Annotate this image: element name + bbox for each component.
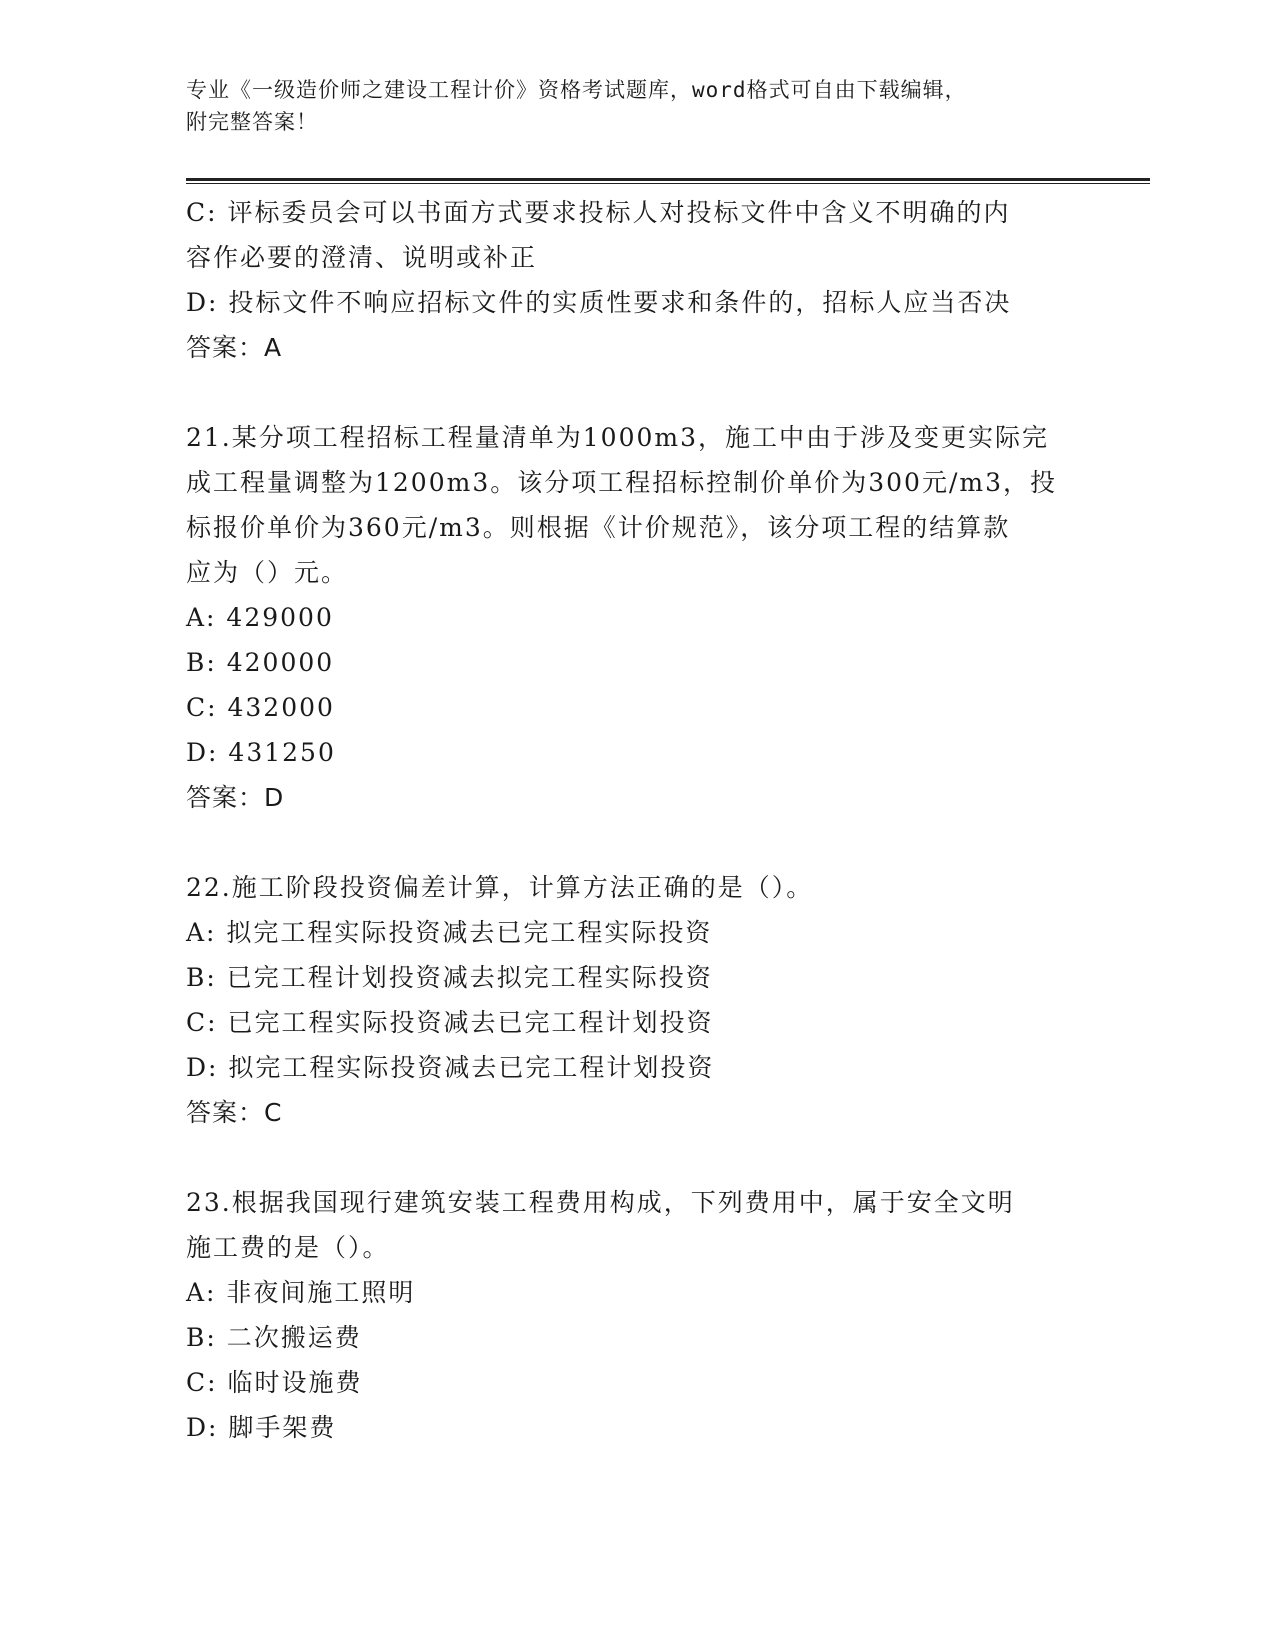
option-a: A: 拟完工程实际投资减去已完工程实际投资 — [186, 918, 713, 947]
header-line-2: 附完整答案！ — [186, 110, 318, 134]
document-header — [186, 74, 1086, 138]
option-a: A: 非夜间施工照明 — [186, 1278, 416, 1307]
question-text-line-3: 标报价单价为360元/m3。则根据《计价规范》，该分项工程的结算款 — [186, 513, 1011, 542]
option-d: D: 431250 — [186, 738, 336, 767]
question-text-line-1: 22.施工阶段投资偏差计算，计算方法正确的是（）。 — [186, 873, 814, 902]
question-text-line-1: 21.某分项工程招标工程量清单为1000m3，施工中由于涉及变更实际完 — [186, 423, 1049, 452]
question-23 — [186, 1180, 1086, 1450]
answer: 答案：D — [186, 783, 285, 812]
header-line-1: 专业《一级造价师之建设工程计价》资格考试题库，word格式可自由下载编辑， — [186, 78, 967, 102]
option-c-line-1: C: 评标委员会可以书面方式要求投标人对投标文件中含义不明确的内 — [186, 198, 1011, 227]
option-c: C: 已完工程实际投资减去已完工程计划投资 — [186, 1008, 714, 1037]
header-divider-thin — [186, 183, 1150, 184]
question-22 — [186, 865, 1086, 1135]
answer: 答案：A — [186, 333, 283, 362]
question-21 — [186, 415, 1086, 820]
option-c: C: 临时设施费 — [186, 1368, 363, 1397]
option-c: C: 432000 — [186, 693, 335, 722]
option-b: B: 二次搬运费 — [186, 1323, 362, 1352]
option-c-line-2: 容作必要的澄清、说明或补正 — [186, 243, 538, 272]
option-d: D: 投标文件不响应招标文件的实质性要求和条件的，招标人应当否决 — [186, 288, 1012, 317]
previous-question — [186, 190, 1086, 370]
option-b: B: 已完工程计划投资减去拟完工程实际投资 — [186, 963, 713, 992]
answer: 答案：C — [186, 1098, 283, 1127]
question-text-line-2: 施工费的是（）。 — [186, 1233, 390, 1262]
question-text-line-2: 成工程量调整为1200m3。该分项工程招标控制价单价为300元/m3，投 — [186, 468, 1057, 497]
option-a: A: 429000 — [186, 603, 334, 632]
option-d: D: 脚手架费 — [186, 1413, 337, 1442]
question-text-line-1: 23.根据我国现行建筑安装工程费用构成，下列费用中，属于安全文明 — [186, 1188, 1015, 1217]
header-divider-thick — [186, 178, 1150, 181]
question-text-line-4: 应为（）元。 — [186, 558, 349, 587]
option-b: B: 420000 — [186, 648, 335, 677]
question-content — [186, 190, 1086, 1450]
option-d: D: 拟完工程实际投资减去已完工程计划投资 — [186, 1053, 715, 1082]
